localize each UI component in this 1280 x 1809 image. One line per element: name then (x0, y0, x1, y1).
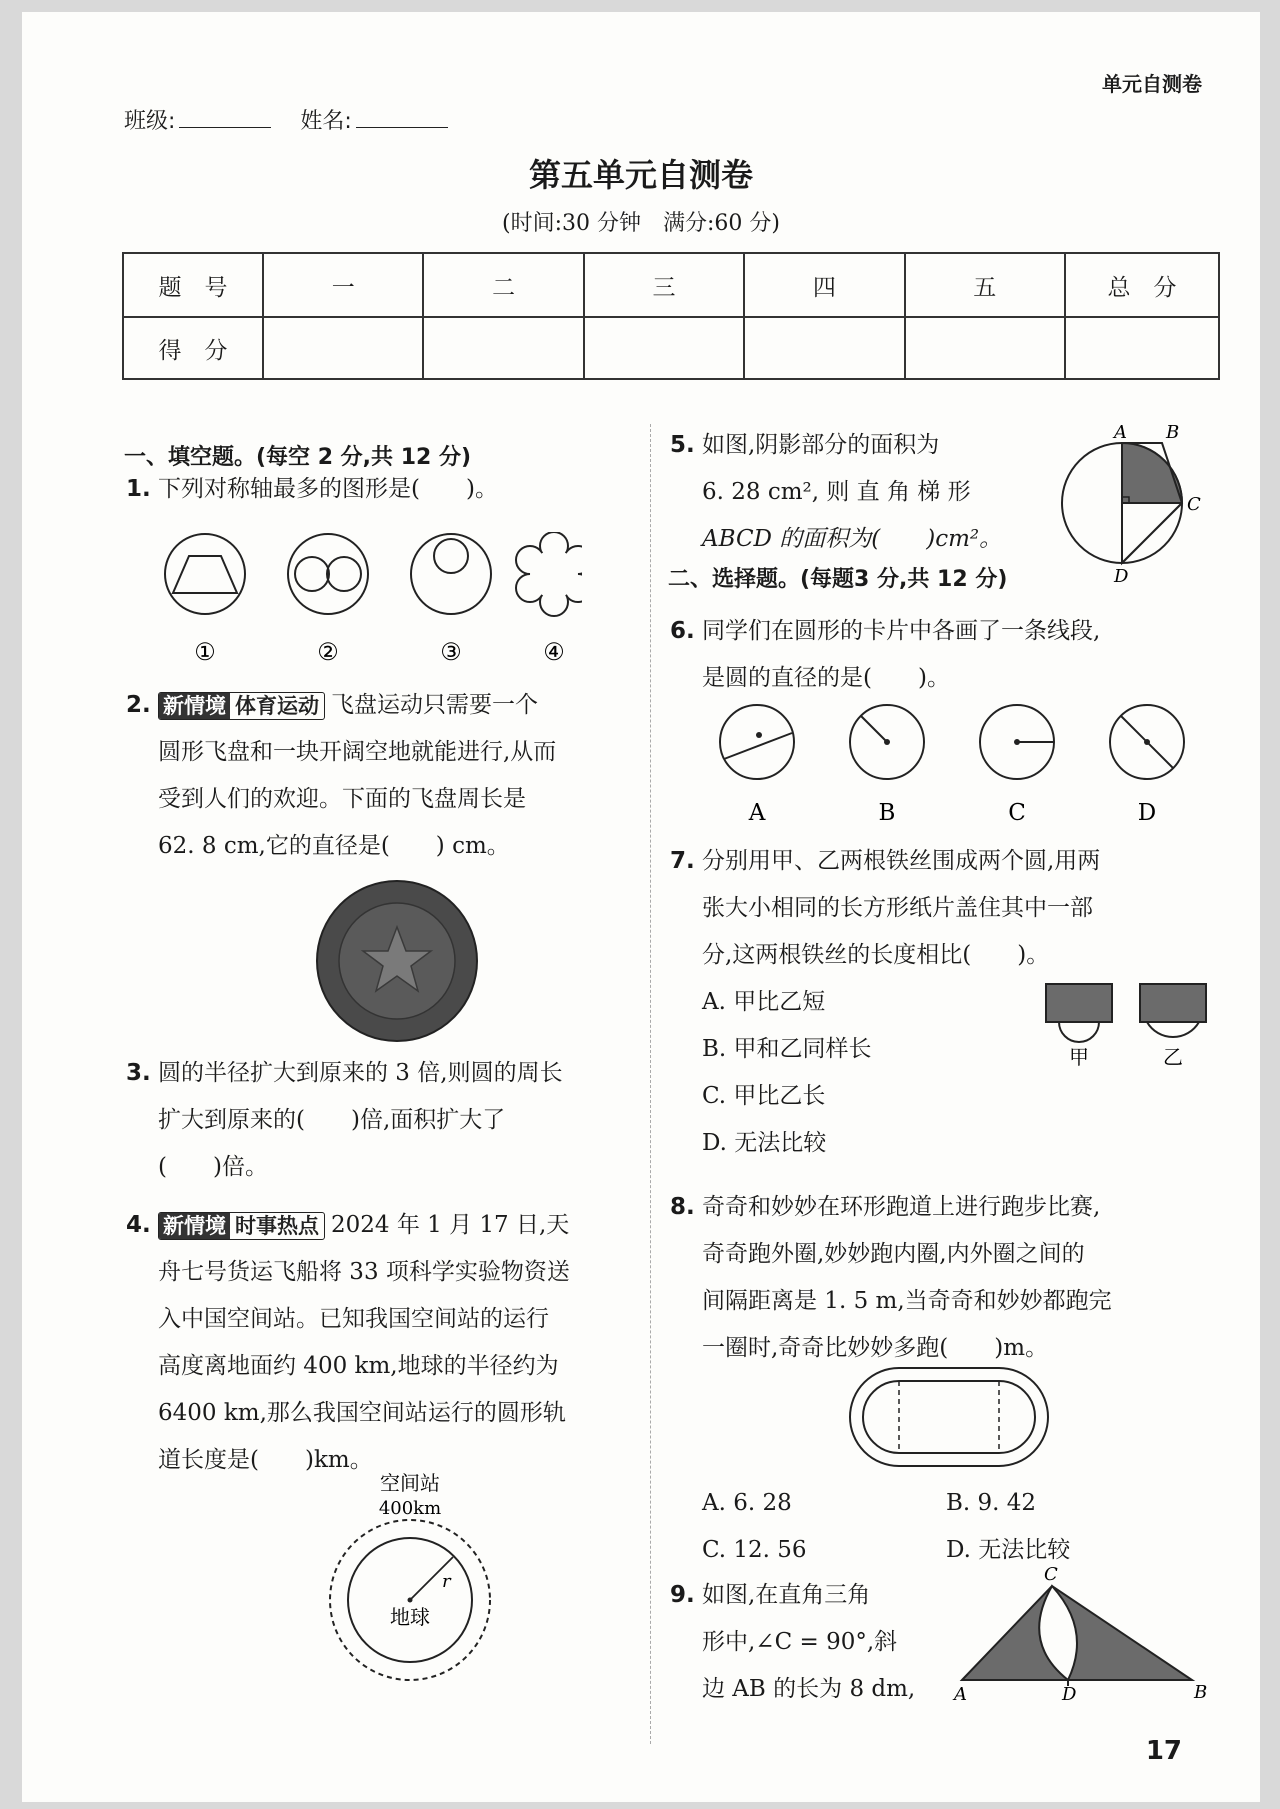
question-number: 8. (670, 1194, 695, 1220)
question-text: 6. 28 cm², 则 直 角 梯 形 (702, 479, 971, 505)
point-label: C (1044, 1564, 1058, 1585)
question-text: 飞盘运动只需要一个 (331, 692, 538, 718)
name-blank[interactable] (356, 109, 448, 128)
figure-label: 乙 (1163, 1045, 1183, 1069)
student-info (124, 104, 470, 135)
score-header-row (123, 253, 1219, 317)
option-d-figure[interactable] (1110, 705, 1184, 779)
question-number: 9. (670, 1582, 695, 1608)
section-fill-heading: 一、填空题。(每空 2 分,共 12 分) (124, 445, 472, 470)
point-label: B (1166, 422, 1180, 443)
question-text: 受到人们的欢迎。下面的飞盘周长是 (158, 786, 526, 812)
question-text: 同学们在圆形的卡片中各画了一条线段, (702, 618, 1101, 644)
point-label: A (954, 1684, 967, 1704)
option-label: A (748, 800, 766, 826)
option-c[interactable]: C. 甲比乙长 (702, 1083, 826, 1109)
score-table (122, 252, 1220, 380)
score-cell[interactable] (584, 317, 744, 379)
q7-figure (1032, 980, 1222, 1080)
score-cell[interactable] (1065, 317, 1219, 379)
earth-label: 地球 (390, 1605, 430, 1629)
question-3 (126, 1050, 636, 1191)
option-a[interactable]: A. 甲比乙短 (702, 989, 826, 1015)
score-cell[interactable] (423, 317, 583, 379)
score-header-cell: 一 (263, 253, 423, 317)
question-number: 1. (126, 476, 151, 502)
question-text: 形中,∠C = 90°,斜 (702, 1629, 898, 1655)
badge-topic: 时事热点 (235, 1214, 319, 1238)
question-text: 高度离地面约 400 km,地球的半径约为 (158, 1353, 559, 1379)
class-blank[interactable] (179, 109, 271, 128)
point-label: B (1194, 1682, 1208, 1703)
option-c-figure[interactable] (980, 705, 1054, 779)
figure-label: ① (194, 638, 216, 666)
badge-topic: 体育运动 (235, 694, 319, 718)
option-label: B (878, 800, 896, 826)
point-label: D (1062, 1684, 1077, 1704)
question-text: 张大小相同的长方形纸片盖住其中一部 (702, 895, 1093, 921)
question-text: 分,这两根铁丝的长度相比( )。 (702, 942, 1050, 968)
badge-label: 新情境 (159, 693, 230, 719)
trapezoid-circle-diagram (1060, 420, 1230, 585)
point-label: D (1114, 566, 1129, 585)
option-label: C (1008, 800, 1026, 826)
question-5 (670, 422, 1070, 563)
question-text: 一圈时,奇奇比妙妙多跑( )m。 (702, 1335, 1049, 1361)
question-6 (670, 608, 1230, 702)
header-tag: 单元自测卷 (1102, 72, 1202, 96)
score-header-cell: 二 (423, 253, 583, 317)
scenario-badge (158, 1212, 325, 1240)
score-header-cell: 题 号 (123, 253, 263, 317)
question-number: 2. (126, 692, 151, 718)
question-4 (126, 1202, 636, 1484)
score-cell[interactable] (905, 317, 1065, 379)
question-text: 道长度是( )km。 (158, 1447, 373, 1473)
scenario-badge (158, 692, 325, 720)
name-label: 姓名: (300, 109, 352, 134)
class-label: 班级: (124, 109, 176, 134)
badge-label: 新情境 (159, 1213, 230, 1239)
figure-label: ② (317, 638, 339, 666)
page-number: 17 (1145, 1736, 1182, 1766)
section-choice-heading: 二、选择题。(每题3 分,共 12 分) (668, 567, 1008, 592)
option-b[interactable]: B. 甲和乙同样长 (702, 1036, 872, 1062)
figure-label: 甲 (1069, 1045, 1089, 1069)
question-text: 奇奇跑外圈,妙妙跑内圈,内外圈之间的 (702, 1241, 1085, 1267)
running-track-diagram (846, 1364, 1056, 1474)
score-cell[interactable] (744, 317, 904, 379)
question-number: 6. (670, 618, 695, 644)
question-1 (126, 466, 498, 513)
point-label: C (1187, 494, 1201, 515)
question-text: 是圆的直径的是( )。 (702, 665, 950, 691)
question-text: 62. 8 cm,它的直径是( ) cm。 (158, 833, 510, 859)
height-label: 400km (378, 1498, 442, 1519)
score-row-label: 得 分 (123, 317, 263, 379)
option-c[interactable]: C. 12. 56 (702, 1537, 807, 1563)
question-text: 入中国空间站。已知我国空间站的运行 (158, 1306, 549, 1332)
question-text: 边 AB 的长为 8 dm, (702, 1676, 916, 1702)
option-b[interactable]: B. 9. 42 (946, 1490, 1037, 1516)
question-2 (126, 682, 636, 870)
option-a[interactable]: A. 6. 28 (702, 1490, 792, 1516)
frisbee-image (314, 878, 480, 1044)
option-d[interactable]: D. 无法比较 (702, 1130, 827, 1156)
question-text: 舟七号货运飞船将 33 项科学实验物资送 (158, 1259, 570, 1285)
question-text: 奇奇和妙妙在环形跑道上进行跑步比赛, (702, 1194, 1101, 1220)
triangle-diagram (952, 1564, 1222, 1704)
question-text: 如图,在直角三角 (702, 1582, 871, 1608)
figure-trapezoid-circle (165, 534, 245, 614)
question-text: 圆形飞盘和一块开阔空地就能进行,从而 (158, 739, 557, 765)
question-8 (670, 1184, 1230, 1372)
figure-flower (516, 532, 582, 616)
question-text: 间隔距离是 1. 5 m,当奇奇和妙妙都跑完 (702, 1288, 1112, 1314)
point-label: A (1114, 422, 1127, 443)
question-number: 7. (670, 848, 695, 874)
station-label: 空间站 (380, 1472, 440, 1495)
score-cell[interactable] (263, 317, 423, 379)
option-d[interactable]: D. 无法比较 (946, 1537, 1071, 1563)
question-text: ( )倍。 (158, 1154, 268, 1180)
page-subtitle: (时间:30 分钟 满分:60 分) (502, 211, 780, 236)
figure-label: ④ (543, 638, 565, 666)
question-text: 6400 km,那么我国空间站运行的圆形轨 (158, 1400, 566, 1426)
question-text: ABCD 的面积为( )cm²。 (702, 526, 1003, 552)
option-label: D (1137, 800, 1157, 826)
option-b-figure[interactable] (850, 705, 924, 779)
question-text: 下列对称轴最多的图形是( )。 (158, 476, 498, 502)
column-divider (650, 424, 651, 1744)
score-header-cell: 三 (584, 253, 744, 317)
q1-figures (142, 532, 582, 672)
page (22, 12, 1260, 1802)
question-text: 2024 年 1 月 17 日,天 (331, 1212, 570, 1238)
radius-label: r (442, 1571, 451, 1592)
q8-options (702, 1480, 1222, 1574)
score-value-row (123, 317, 1219, 379)
figure-inner-circle (411, 534, 491, 614)
question-text: 圆的半径扩大到原来的 3 倍,则圆的周长 (158, 1060, 563, 1086)
score-header-cell: 五 (905, 253, 1065, 317)
score-header-cell: 总 分 (1065, 253, 1219, 317)
option-a-figure[interactable] (720, 705, 794, 779)
earth-orbit-diagram (292, 1472, 532, 1682)
score-header-cell: 四 (744, 253, 904, 317)
page-title: 第五单元自测卷 (528, 156, 753, 194)
question-number: 5. (670, 432, 695, 458)
question-number: 4. (126, 1212, 151, 1238)
question-number: 3. (126, 1060, 151, 1086)
q6-options (702, 702, 1232, 832)
question-text: 如图,阴影部分的面积为 (702, 432, 940, 458)
question-text: 扩大到原来的( )倍,面积扩大了 (158, 1107, 506, 1133)
figure-two-circles (288, 534, 368, 614)
question-text: 分别用甲、乙两根铁丝围成两个圆,用两 (702, 848, 1101, 874)
figure-label: ③ (440, 638, 462, 666)
